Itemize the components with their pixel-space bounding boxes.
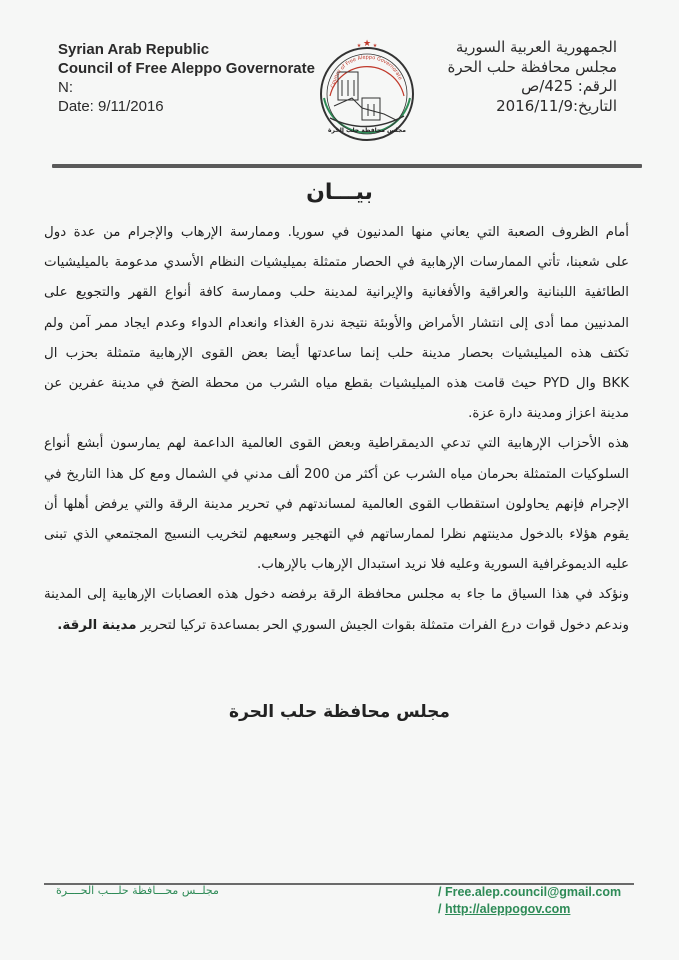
footer-council-name: مجلــس محـــافظة حلـــب الحــــرة — [56, 884, 219, 897]
country-name-ar: الجمهورية العربية السورية — [455, 38, 617, 56]
english-letterhead — [58, 40, 315, 116]
council-logo — [312, 36, 422, 146]
logo-ring-text: Council of Free Aleppo Governorate — [330, 54, 404, 89]
svg-text:★: ★ — [356, 43, 362, 49]
signature: مجلس محافظة حلب الحرة — [229, 702, 450, 722]
body-line: السلوكيات المتمثلة بحرمان مياه الشرب عن أكثر من 200 ألف مدني في الشمال ومع كل هذا التاريخ في — [44, 466, 629, 482]
council-name-ar: مجلس محافظة حلب الحرة — [447, 57, 617, 76]
body-line: المدنيين مما أدى إلى انتشار الأمراض والأوبئة نتيجة ندرة الغذاء وانعدام الدواء وعدم ايجاد ممر آمن ولم — [44, 315, 629, 331]
body-line: عليه الديموغرافية السورية وعليه فلا نريد استبدال الإرهاب بالإرهاب. — [256, 557, 629, 573]
body-line: على شعبنا، تأتي الممارسات الإرهابية في الحصار متمثلة بميليشيات النظام الأسدي مدعومة بالميليشيات — [44, 255, 629, 271]
svg-text:★: ★ — [362, 39, 372, 49]
body-line-text: وندعم دخول قوات درع الفرات متمثلة بقوات الجيش السوري الحر بمساعدة تركيا لتحرير — [136, 617, 629, 633]
svg-text:★: ★ — [372, 43, 378, 49]
reference-number-en: N: — [58, 79, 73, 96]
statement-body — [44, 218, 629, 641]
body-emphasis: مدينة الرقة. — [57, 617, 137, 633]
footer-email[interactable]: / Free.alep.council@gmail.com — [438, 885, 622, 899]
body-line: أمام الظروف الصعبة التي يعاني منها المدنيون في سوريا. وممارسة الإرهاب والإجرام من عدة دول — [44, 225, 629, 240]
footer-website-prefix: / — [438, 902, 445, 916]
council-name-en: Council of Free Aleppo Governorate — [58, 60, 315, 77]
date-en: Date: 9/11/2016 — [58, 98, 164, 115]
footer-website-row — [438, 901, 621, 918]
body-line: هذه الأحزاب الإرهابية التي تدعي الديمقراطية وبعض القوى العالمية الداعمة لهم يمارسون أبشع أنواع — [44, 436, 629, 452]
body-line: الإجرام فإنهم يحاولون استقطاب القوى العالمية لمساندتهم في تحرير مدينة الرقة والتي يرفض أهلها أن — [44, 496, 629, 512]
citadel-icon — [330, 72, 404, 127]
body-line: ونؤكد في هذا السياق ما جاء به مجلس محافظة الرقة برفضه دخول هذه العصابات الإرهابية إلى المدينة — [44, 587, 629, 603]
country-name-en: Syrian Arab Republic — [58, 41, 210, 58]
footer-contacts — [438, 884, 621, 918]
arabic-letterhead — [448, 38, 617, 116]
date-ar: التاريخ:2016/11/9 — [496, 96, 617, 115]
footer-website-link[interactable]: http://aleppogov.com — [444, 902, 571, 916]
body-line-final — [44, 611, 629, 641]
body-line: مدينة اعزاز ومدينة دارة عزة. — [468, 406, 629, 422]
body-line: يقوم هؤلاء بالدخول مدينتهم نظرا لممارساتهم في التهجير وسعيهم لتخريب النسيج المجتمعي الذي تبنى — [44, 527, 629, 543]
body-line: الطائفية اللبنانية والعراقية والأفغانية والإيرانية لمدينة حلب وممارسة كافة أنواع القهر والتجويع على — [44, 285, 629, 301]
body-line: BKK وال PYD حيث قامت هذه الميليشيات بقطع مياه الشرب من محطة الضخ في مدينة عفرين عن — [44, 376, 629, 392]
header-divider — [52, 164, 642, 168]
statement-title: بيـــان — [306, 180, 373, 205]
logo-bottom-text: مجلس محافظة حلب الحرة — [328, 127, 406, 134]
body-line: تكتف هذه الميليشيات بحصار مدينة حلب إنما ساعدتها أيضا بعض القوى الإرهابية متمثلة بحزب ال — [44, 345, 629, 361]
reference-number-ar: الرقم: 425/ص — [521, 77, 617, 95]
